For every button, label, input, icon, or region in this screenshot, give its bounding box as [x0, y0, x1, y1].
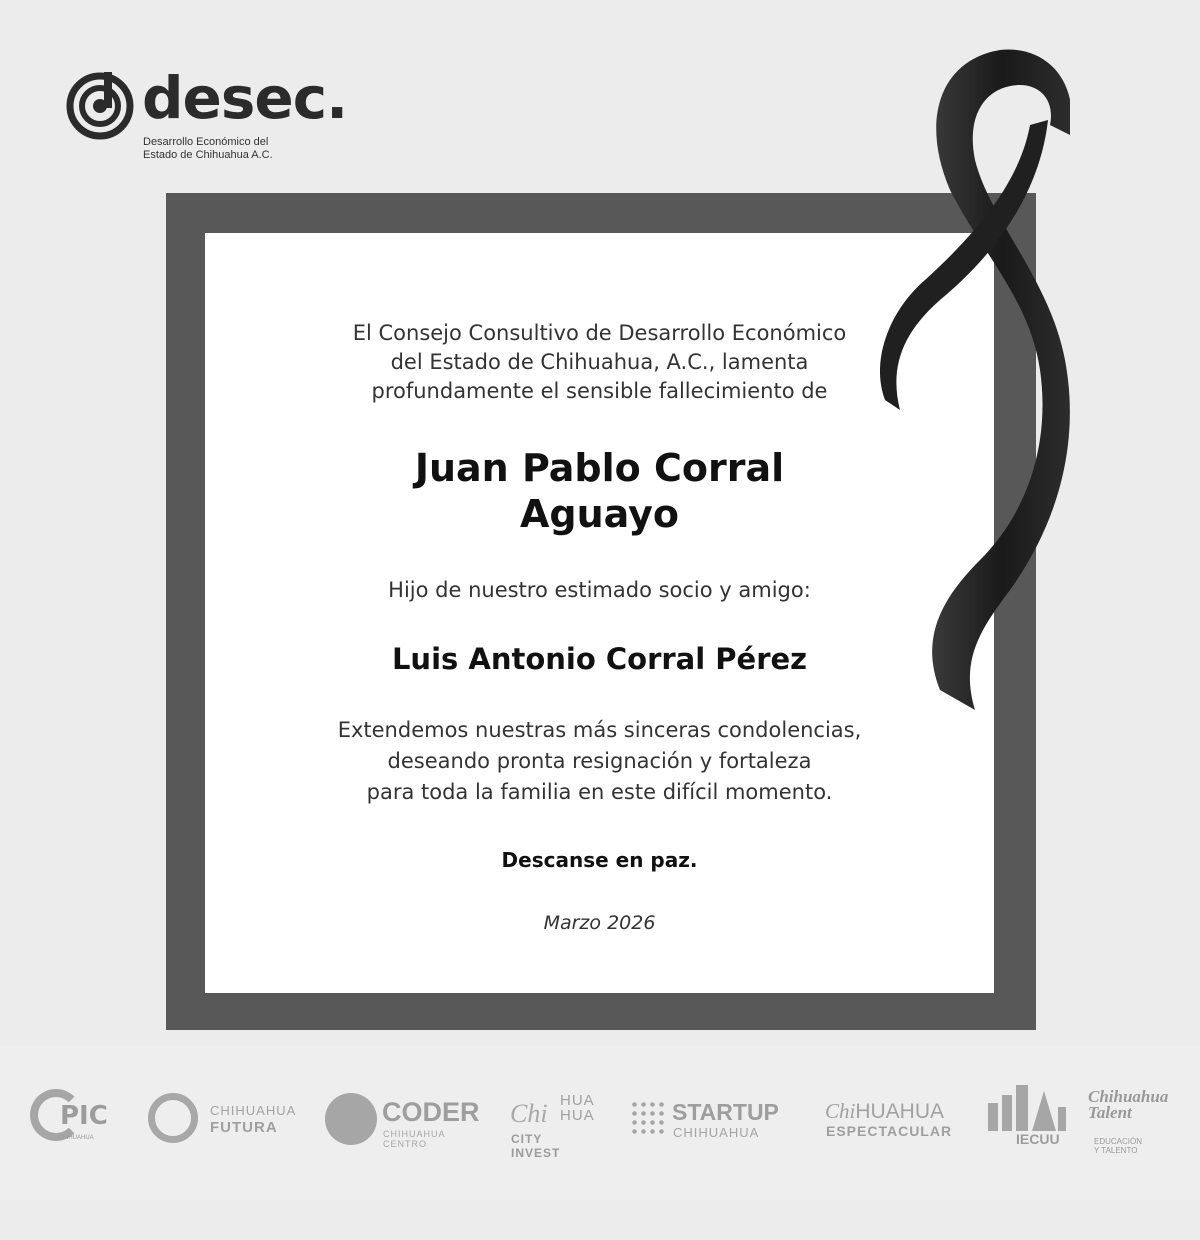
logo-subtitle	[143, 136, 273, 162]
espectacular-line1	[825, 1099, 944, 1124]
futura-circle-icon	[148, 1093, 198, 1143]
condolence-line: para toda la familia en este difícil momento.	[366, 780, 833, 804]
espectacular-line2: ESPECTACULAR	[826, 1123, 953, 1139]
deceased-name-line: Aguayo	[519, 492, 679, 536]
city-invest-chi: Chi	[510, 1099, 548, 1128]
coder-circle-icon	[325, 1093, 377, 1145]
logo-subtitle-line: Estado de Chihuahua A.C.	[143, 149, 273, 161]
notice-date: Marzo 2026	[543, 912, 656, 934]
notice-content	[205, 233, 994, 993]
partner-logos	[0, 1045, 1200, 1200]
pic-sub: CHIHUAHUA	[58, 1135, 94, 1141]
intro-line: El Consejo Consultivo de Desarrollo Económico	[352, 321, 847, 345]
futura-line1: CHIHUAHUA	[210, 1103, 297, 1118]
desec-spiral-icon	[66, 72, 134, 140]
city-invest-line2: CITY INVEST	[511, 1132, 561, 1160]
parent-name: Luis Antonio Corral Pérez	[391, 642, 808, 676]
city-invest-hua: HUA HUA	[560, 1092, 595, 1124]
startup-line1: STARTUP	[672, 1099, 779, 1125]
logo-subtitle-line: Desarrollo Económico del	[143, 136, 269, 148]
mourning-ribbon-icon	[880, 40, 1070, 720]
deceased-name-line: Juan Pablo Corral	[414, 446, 785, 490]
coder-line2: CHIHUAHUA CENTRO	[383, 1129, 446, 1149]
intro-line: profundamente el sensible fallecimiento de	[371, 379, 828, 403]
deceased-name	[205, 445, 994, 537]
coder-line1: CODER	[382, 1097, 480, 1127]
condolence-line: deseando pronta resignación y fortaleza	[387, 749, 812, 773]
logo-wordmark: desec.	[142, 64, 348, 132]
pic-name: PIC	[60, 1101, 108, 1131]
iecuu-line1: IECUU	[1016, 1131, 1060, 1147]
intro-text	[205, 319, 994, 406]
talent-line1: Chihuahua Talent	[1088, 1087, 1169, 1122]
startup-dots-icon	[630, 1100, 666, 1136]
espectacular-chi: Chi	[825, 1099, 856, 1123]
condolence-line: Extendemos nuestras más sinceras condolencias,	[337, 718, 862, 742]
desec-logo	[66, 64, 366, 172]
talent-line2: EDUCACIÓN Y TALENTO	[1094, 1137, 1143, 1155]
closing-text: Descanse en paz.	[501, 848, 698, 872]
intro-line: del Estado de Chihuahua, A.C., lamenta	[390, 350, 809, 374]
startup-line2: CHIHUAHUA	[673, 1125, 760, 1140]
condolences-text	[205, 715, 994, 808]
relation-text: Hijo de nuestro estimado socio y amigo:	[388, 578, 811, 602]
futura-line2: FUTURA	[210, 1119, 278, 1136]
espectacular-rest: HUAHUA	[855, 1100, 945, 1123]
